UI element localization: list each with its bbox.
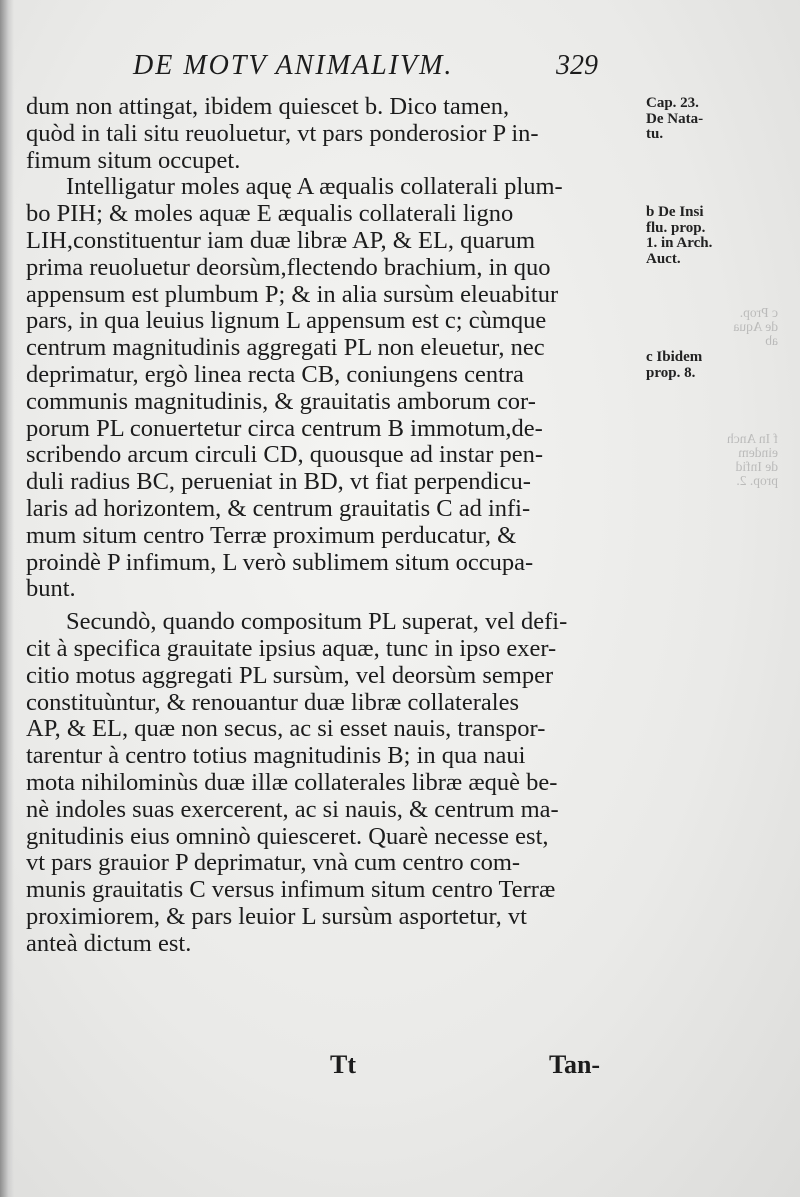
text-line: prima reuoluetur deorsùm,flectendo brachium, in quo bbox=[26, 253, 551, 281]
margin-note-line: c Ibidem bbox=[646, 349, 703, 365]
text-line: constituùntur, & renouantur duæ libræ collaterales bbox=[26, 688, 519, 716]
margin-note-line: 1. in Arch. bbox=[646, 235, 713, 251]
bleed-through-line: de Infid bbox=[735, 459, 778, 474]
bleed-through-line: prop. 2. bbox=[736, 473, 778, 488]
text-line: dum non attingat, ibidem quiescet b. Dico tamen, bbox=[26, 93, 510, 120]
text-line: anteà dictum est. bbox=[26, 929, 192, 957]
text-line: bunt. bbox=[26, 575, 76, 603]
margin-note-line: Cap. 23. bbox=[646, 95, 699, 111]
binding-shadow bbox=[0, 0, 14, 1197]
bleed-through-line: eindem bbox=[738, 445, 778, 460]
paragraph-1 bbox=[26, 94, 636, 174]
margin-note-line: Auct. bbox=[646, 250, 681, 267]
paragraph-3 bbox=[26, 609, 636, 957]
text-line: duli radius BC, perueniat in BD, vt fiat perpendicu- bbox=[26, 468, 531, 496]
margin-note-c bbox=[646, 350, 796, 381]
margin-note-line: De Nata- bbox=[646, 110, 704, 127]
margin-note-line: tu. bbox=[646, 126, 664, 142]
text-line: deprimatur, ergò linea recta CB, coniungens centra bbox=[26, 360, 524, 388]
text-line: proximiorem, & pars leuior L sursùm asportetur, vt bbox=[26, 902, 527, 930]
text-line: mota nihilominùs duæ illæ collaterales libræ æquè be- bbox=[26, 768, 558, 796]
text-line: nè indoles suas exercerent, ac si nauis, & centrum ma- bbox=[26, 795, 559, 823]
text-line: quòd in tali situ reuoluetur, vt pars ponderosior P in- bbox=[26, 119, 539, 147]
margin-note-line: b De Insi bbox=[646, 204, 704, 220]
text-line: mum situm centro Terræ proximum perducatur, & bbox=[26, 521, 517, 549]
page-number: 329 bbox=[556, 50, 598, 81]
text-line: proindè P infimum, L verò sublimem situm occupa- bbox=[26, 548, 534, 576]
page-footer bbox=[0, 1050, 800, 1090]
margin-note-line: flu. prop. bbox=[646, 219, 706, 236]
text-line: citio motus aggregati PL sursùm, vel deorsùm semper bbox=[26, 661, 554, 689]
text-line: communis magnitudinis, & grauitatis amborum cor- bbox=[26, 387, 536, 415]
bleed-through-line: ab bbox=[765, 333, 778, 348]
text-line: gnitudinis eius omninò quiesceret. Quarè necesse est, bbox=[26, 822, 549, 850]
bleed-through-note-2 bbox=[648, 432, 778, 488]
catchword: Tan- bbox=[549, 1050, 601, 1079]
running-head: DE MOTV ANIMALIVM. bbox=[133, 50, 454, 81]
text-line: AP, & EL, quæ non secus, ac si esset nauis, transpor- bbox=[26, 715, 546, 743]
bleed-through-note-1 bbox=[648, 306, 778, 348]
text-line: bo PIH; & moles aquæ E æqualis collaterali ligno bbox=[26, 200, 514, 228]
text-line: Intelligatur moles aquę A æqualis collaterali plum- bbox=[66, 173, 563, 201]
paragraph-2 bbox=[26, 174, 636, 603]
bleed-through-line: de Aqua bbox=[733, 319, 778, 334]
text-line: centrum magnitudinis aggregati PL non eleuetur, nec bbox=[26, 334, 545, 362]
text-line: porum PL conuertetur circa centrum B immotum,de- bbox=[26, 414, 543, 442]
signature-mark: Tt bbox=[330, 1050, 356, 1079]
main-text bbox=[26, 94, 636, 958]
bleed-through-line: c Prop. bbox=[739, 305, 778, 320]
margin-note-a bbox=[646, 96, 796, 143]
text-line: LIH,constituentur iam duæ libræ AP, & EL, quarum bbox=[26, 226, 536, 254]
text-line: laris ad horizontem, & centrum grauitatis C ad infi- bbox=[26, 494, 531, 522]
text-line: Secundò, quando compositum PL superat, vel defi- bbox=[66, 608, 568, 636]
text-line: pars, in qua leuius lignum L appensum est c; cùmque bbox=[26, 307, 547, 335]
text-line: scribendo arcum circuli CD, quousque ad instar pen- bbox=[26, 441, 544, 469]
text-line: vt pars grauior P deprimatur, vnà cum centro com- bbox=[26, 849, 521, 877]
text-line: cit à specifica grauitate ipsius aquæ, tunc in ipso exer- bbox=[26, 634, 557, 662]
text-line: appensum est plumbum P; & in alia sursùm eleuabitur bbox=[26, 280, 559, 308]
margin-note-line: prop. 8. bbox=[646, 364, 696, 381]
page-header bbox=[0, 50, 800, 90]
text-line: fimum situm occupet. bbox=[26, 146, 241, 174]
margin-note-b bbox=[646, 205, 796, 267]
bleed-through-line: f In Anch bbox=[727, 431, 778, 446]
text-line: munis grauitatis C versus infimum situm centro Terræ bbox=[26, 876, 556, 904]
text-line: tarentur à centro totius magnitudinis B; in qua naui bbox=[26, 742, 526, 770]
